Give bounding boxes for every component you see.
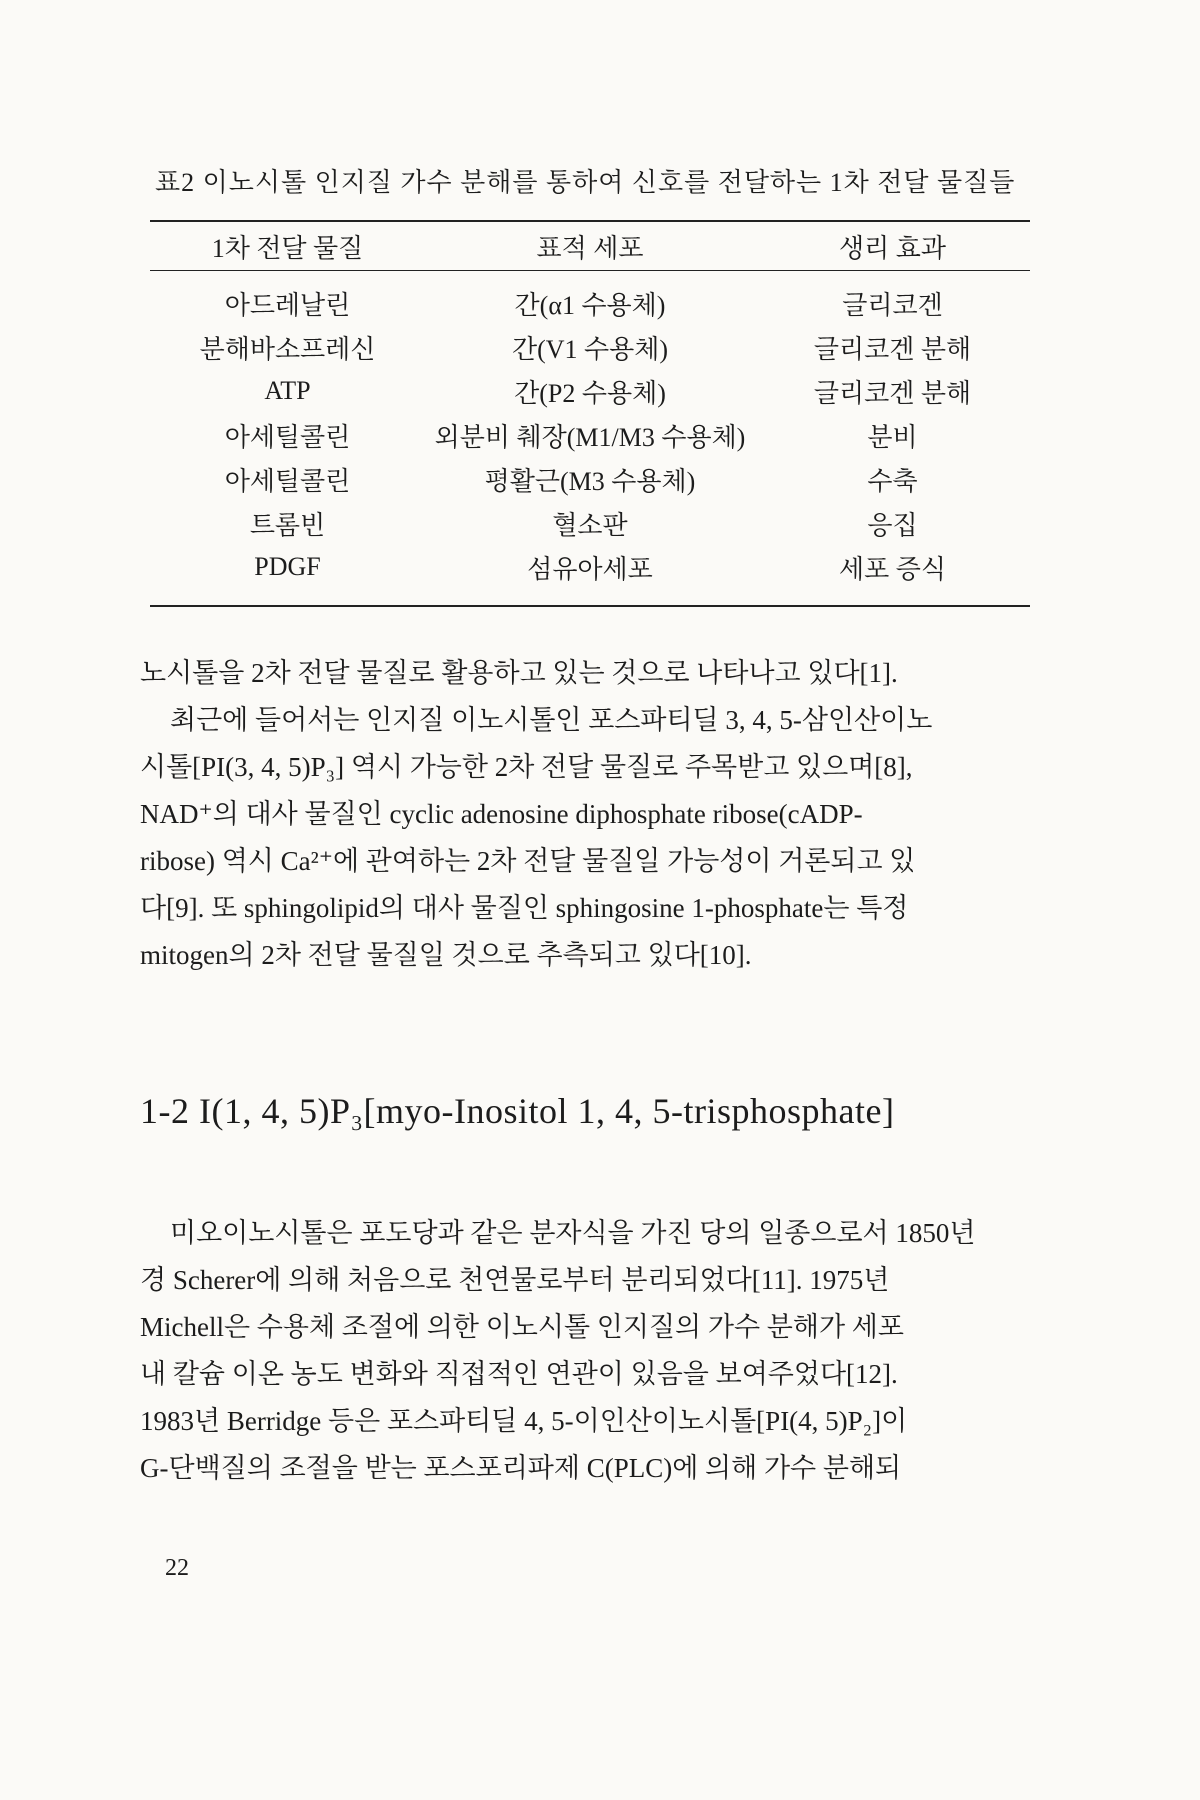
cell-target: 평활근(M3 수용체) [484, 466, 696, 496]
text-line: 최근에 들어서는 인지질 이노시톨인 포스파티딜 3, 4, 5-삼인산이노 [170, 705, 933, 735]
cell-target: 외분비 췌장(M1/M3 수용체) [434, 422, 746, 452]
cell-messenger: ATP [264, 376, 311, 405]
table-row [150, 281, 1030, 325]
text-line: G-단백질의 조절을 받는 포스포리파제 C(PLC)에 의해 가수 분해되 [140, 1453, 902, 1483]
table-row [150, 325, 1030, 369]
cell-target: 섬유아세포 [527, 554, 653, 584]
body-paragraph-2 [140, 1210, 1035, 1492]
table-row [150, 413, 1030, 457]
text-line: 미오이노시톨은 포도당과 같은 분자식을 가진 당의 일종으로서 1850년 [170, 1218, 976, 1248]
cell-target: 간(V1 수용체) [511, 334, 669, 364]
text-line: ribose) 역시 Ca²⁺에 관여하는 2차 전달 물질일 가능성이 거론되고 있 [140, 846, 916, 876]
cell-messenger: PDGF [254, 552, 321, 581]
cell-effect: 응집 [867, 510, 918, 540]
text-line: 1983년 Berridge 등은 포스파티딜 4, 5-이인산이노시톨[PI(4, 5)P₂]이 [140, 1406, 908, 1436]
cell-effect: 글리코겐 분해 [813, 378, 972, 408]
cell-messenger: 아드레날린 [224, 290, 351, 320]
table-row [150, 457, 1030, 501]
cell-target: 간(α1 수용체) [514, 290, 666, 320]
page-number: 22 [165, 1555, 189, 1581]
cell-messenger: 분해바소프레신 [199, 334, 376, 364]
body-paragraph-1 [140, 650, 1035, 979]
section-heading: 1-2 I(1, 4, 5)P₃[myo-Inositol 1, 4, 5-trisphosphate] [140, 1091, 895, 1131]
messenger-table [150, 220, 1030, 607]
text-line: 경 Scherer에 의해 처음으로 천연물로부터 분리되었다[11]. 1975년 [140, 1265, 890, 1295]
cell-messenger: 아세틸콜린 [224, 422, 351, 452]
cell-messenger: 아세틸콜린 [224, 466, 351, 496]
text-line: 시톨[PI(3, 4, 5)P₃] 역시 가능한 2차 전달 물질로 주목받고 있으며[8], [140, 752, 913, 782]
table-row [150, 545, 1030, 589]
text-line: 노시톨을 2차 전달 물질로 활용하고 있는 것으로 나타나고 있다[1]. [140, 658, 898, 688]
cell-effect: 글리코겐 분해 [813, 334, 972, 364]
text-line: Michell은 수용체 조절에 의한 이노시톨 인지질의 가수 분해가 세포 [140, 1312, 904, 1342]
cell-messenger: 트롬빈 [249, 510, 326, 540]
table-caption: 표2 이노시톨 인지질 가수 분해를 통하여 신호를 전달하는 1차 전달 물질들 [155, 168, 1016, 197]
table-row [150, 369, 1030, 413]
text-line: mitogen의 2차 전달 물질일 것으로 추측되고 있다[10]. [140, 940, 752, 970]
table-bottom-rule [150, 605, 1030, 607]
cell-effect: 세포 증식 [839, 554, 946, 584]
text-line: 다[9]. 또 sphingolipid의 대사 물질인 sphingosine 1-phosphate는 특정 [140, 893, 909, 923]
table-body [150, 271, 1030, 605]
cell-effect: 글리코겐 [842, 290, 943, 320]
cell-effect: 수축 [867, 466, 918, 496]
text-line: 내 칼슘 이온 농도 변화와 직접적인 연관이 있음을 보여주었다[12]. [140, 1359, 898, 1389]
table-row [150, 501, 1030, 545]
table-header-row [150, 222, 1030, 270]
cell-effect: 분비 [867, 422, 918, 452]
header-effect: 생리 효과 [839, 233, 946, 263]
header-target-cell: 표적 세포 [536, 233, 644, 263]
cell-target: 간(P2 수용체) [514, 378, 666, 408]
cell-target: 혈소판 [552, 510, 628, 540]
header-messenger: 1차 전달 물질 [211, 233, 364, 263]
text-line: NAD⁺의 대사 물질인 cyclic adenosine diphosphate ribose(cADP- [140, 799, 863, 829]
